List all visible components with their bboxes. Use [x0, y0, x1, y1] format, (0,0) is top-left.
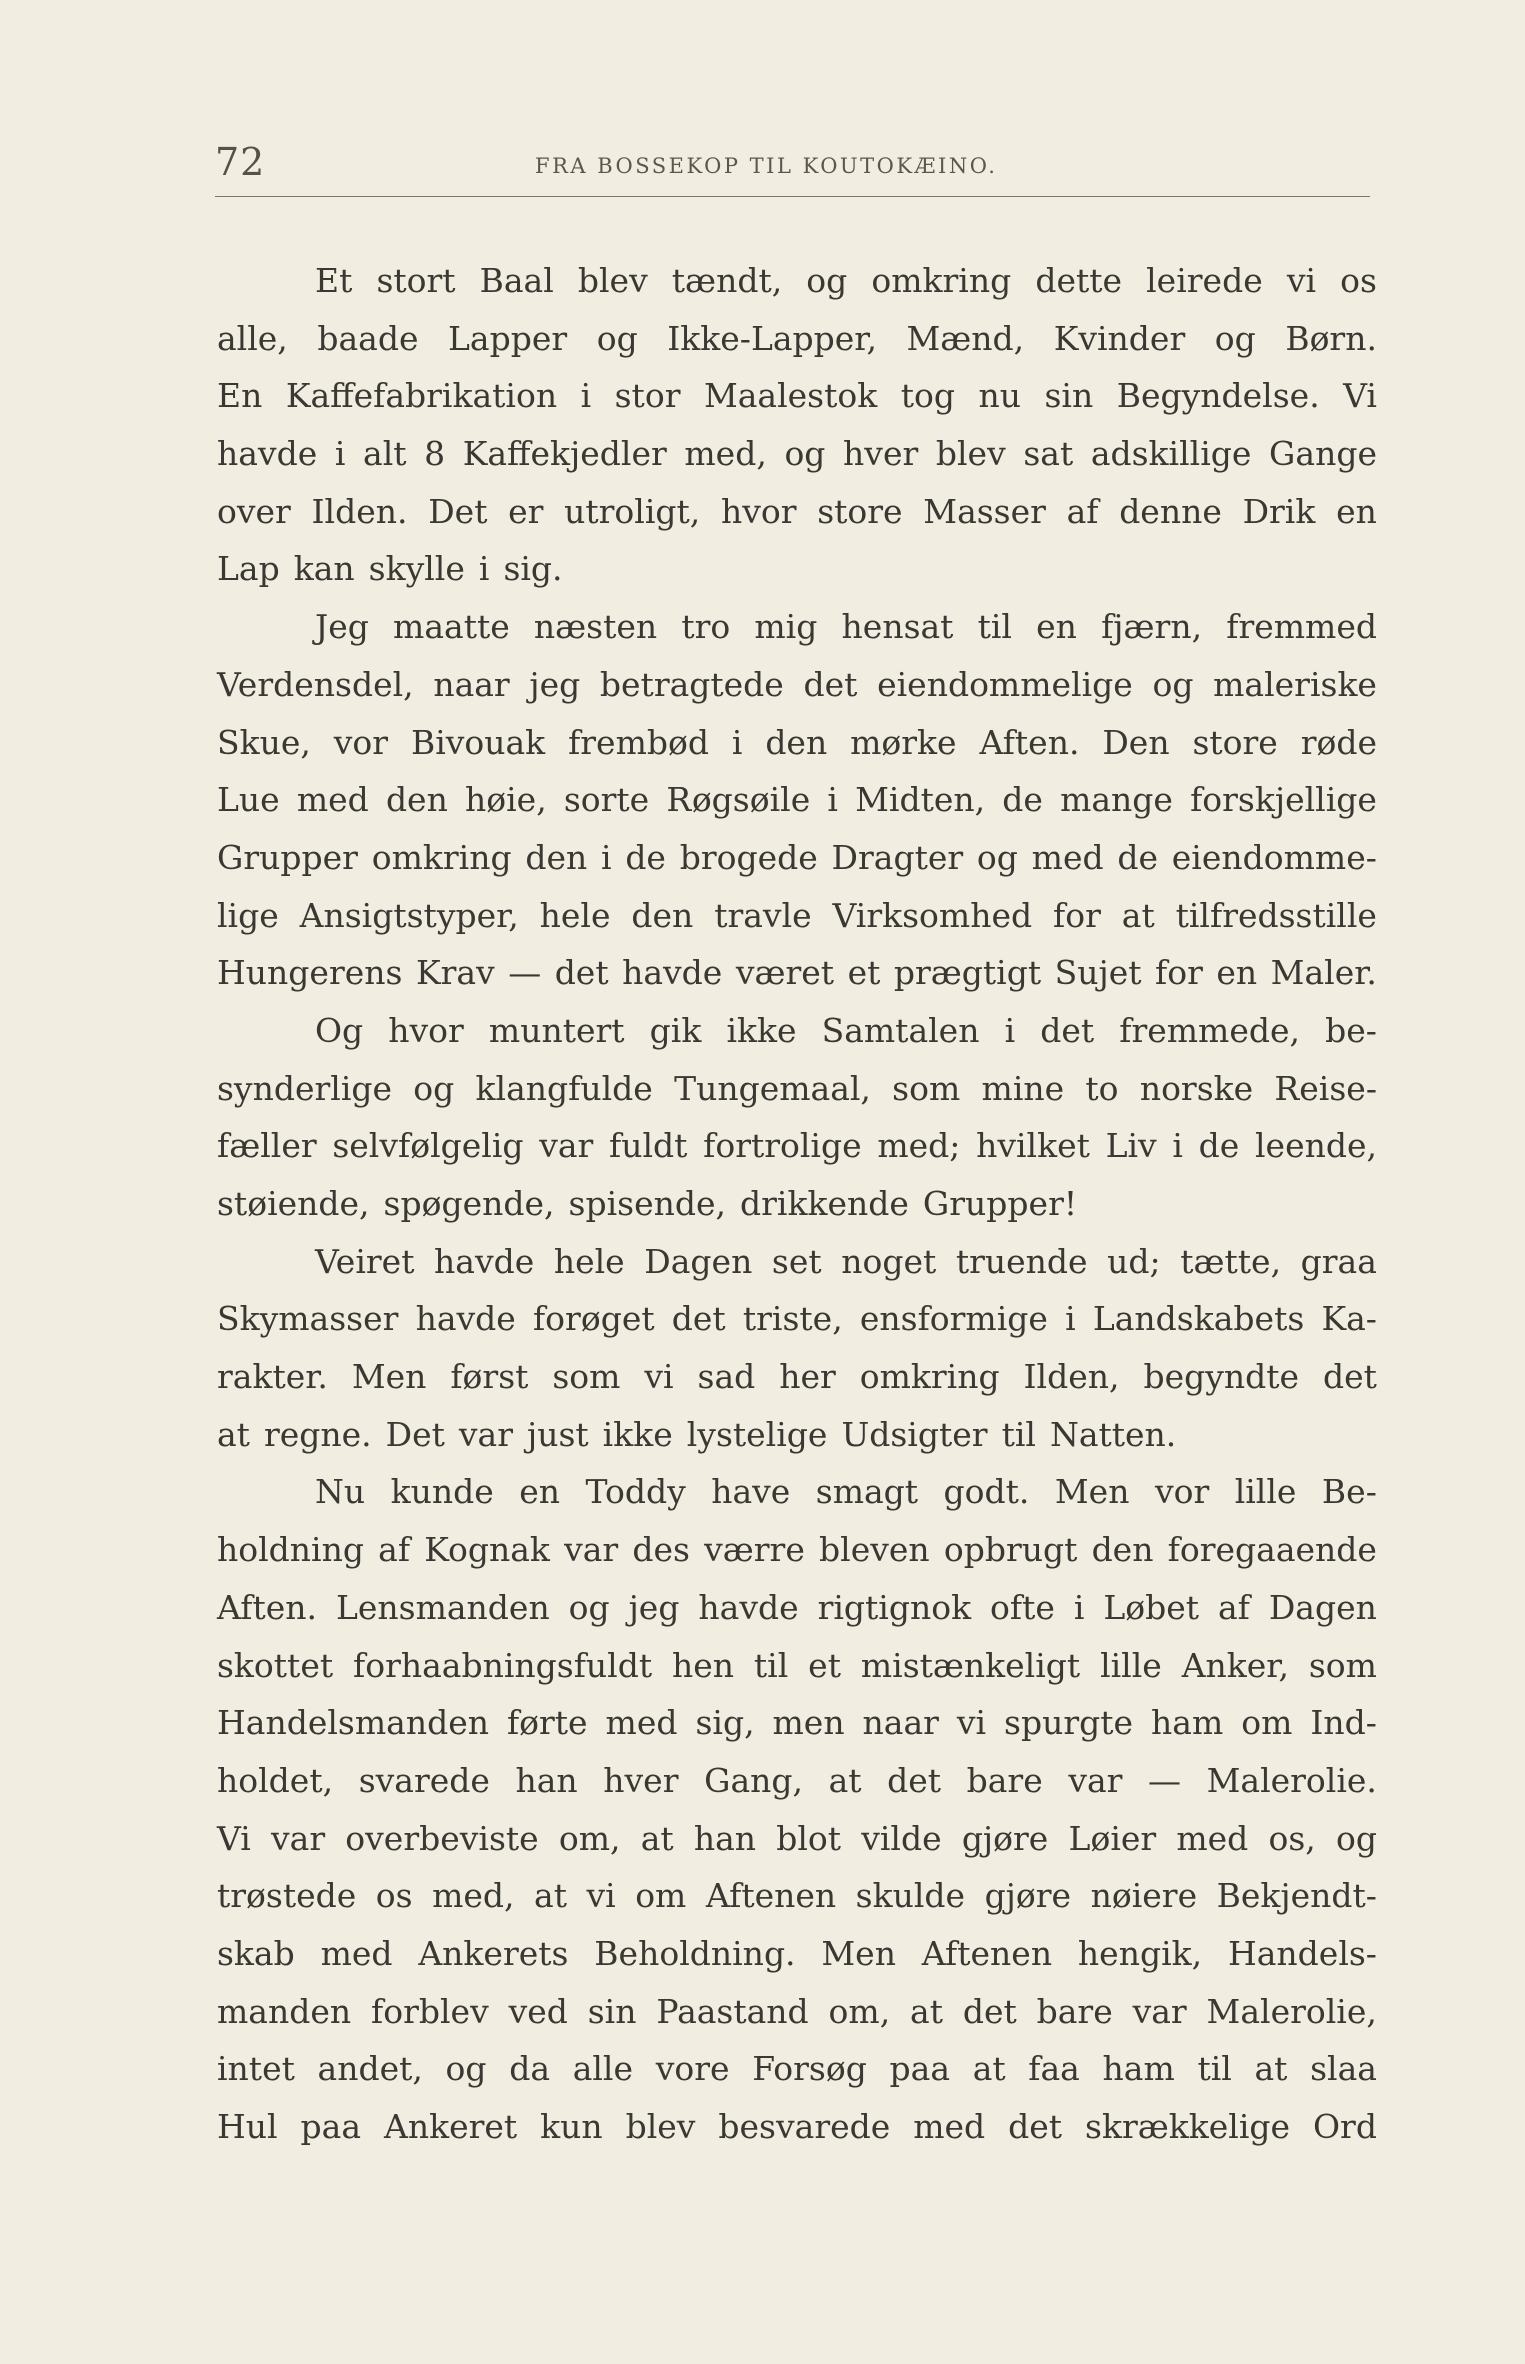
- text-line: Verdensdel, naar jeg betragtede det eiendommelige og maleriske: [217, 664, 1377, 704]
- text-line: Nu kunde en Toddy have smagt godt. Men vor lille Be-: [315, 1472, 1377, 1512]
- page-header: [215, 140, 1370, 197]
- text-line: støiende, spøgende, spisende, drikkende Grupper!: [217, 1184, 1078, 1223]
- text-line: manden forblev ved sin Paastand om, at det bare var Malerolie,: [217, 1991, 1377, 2031]
- text-line: Hungerens Krav — det havde været et prægtigt Sujet for en Maler.: [217, 953, 1377, 993]
- text-line: Handelsmanden førte med sig, men naar vi spurgte ham om Ind-: [217, 1703, 1377, 1743]
- text-line: at regne. Det var just ikke lystelige Udsigter til Natten.: [217, 1414, 1177, 1454]
- text-line: Grupper omkring den i de brogede Dragter og med de eiendomme-: [217, 837, 1377, 877]
- page-number: 72: [215, 140, 266, 184]
- text-line: Jeg maatte næsten tro mig hensat til en fjærn, fremmed: [315, 607, 1377, 647]
- text-line: synderlige og klangfulde Tungemaal, som mine to norske Reise-: [217, 1068, 1377, 1108]
- text-line: Lap kan skylle i sig.: [217, 549, 563, 589]
- text-line: skottet forhaabningsfuldt hen til et mistænkeligt lille Anker, som: [217, 1645, 1377, 1685]
- running-title: FRA BOSSEKOP TIL KOUTOKÆINO.: [535, 154, 998, 178]
- text-line: holdning af Kognak var des værre bleven opbrugt den foregaaende: [217, 1530, 1377, 1570]
- text-line: En Kaffefabrikation i stor Maalestok tog nu sin Begyndelse. Vi: [217, 376, 1377, 416]
- text-line: havde i alt 8 Kaffekjedler med, og hver blev sat adskillige Gange: [217, 434, 1377, 474]
- text-line: trøstede os med, at vi om Aftenen skulde gjøre nøiere Bekjendt-: [217, 1876, 1377, 1916]
- text-line: rakter. Men først som vi sad her omkring Ilden, begyndte det: [217, 1357, 1377, 1397]
- text-line: Aften. Lensmanden og jeg havde rigtignok ofte i Løbet af Dagen: [217, 1587, 1377, 1627]
- text-line: Skue, vor Bivouak frembød i den mørke Aften. Den store røde: [217, 722, 1377, 762]
- text-line: holdet, svarede han hver Gang, at det bare var — Malerolie.: [217, 1760, 1377, 1800]
- text-line: Skymasser havde forøget det triste, ensformige i Landskabets Ka-: [217, 1299, 1377, 1339]
- text-line: Og hvor muntert gik ikke Samtalen i det fremmede, be-: [315, 1010, 1377, 1050]
- text-line: intet andet, og da alle vore Forsøg paa at faa ham til at slaa: [217, 2049, 1377, 2089]
- body-text: [217, 252, 1377, 2156]
- text-line: Et stort Baal blev tændt, og omkring dette leirede vi os: [315, 261, 1377, 300]
- text-line: Lue med den høie, sorte Røgsøile i Midten, de mange forskjellige: [217, 780, 1377, 820]
- text-line: lige Ansigtstyper, hele den travle Virksomhed for at tilfredsstille: [217, 895, 1377, 935]
- text-line: Veiret havde hele Dagen set noget truende ud; tætte, graa: [315, 1241, 1377, 1281]
- text-line: alle, baade Lapper og Ikke-Lapper, Mænd, Kvinder og Børn.: [217, 318, 1377, 358]
- text-line: over Ilden. Det er utroligt, hvor store Masser af denne Drik en: [217, 491, 1377, 531]
- text-line: Vi var overbeviste om, at han blot vilde gjøre Løier med os, og: [217, 1818, 1377, 1858]
- text-line: fæller selvfølgelig var fuldt fortrolige med; hvilket Liv i de leende,: [217, 1126, 1377, 1166]
- text-line: Hul paa Ankeret kun blev besvarede med det skrækkelige Ord: [217, 2107, 1377, 2146]
- text-line: skab med Ankerets Beholdning. Men Aftenen hengik, Handels-: [217, 1933, 1377, 1973]
